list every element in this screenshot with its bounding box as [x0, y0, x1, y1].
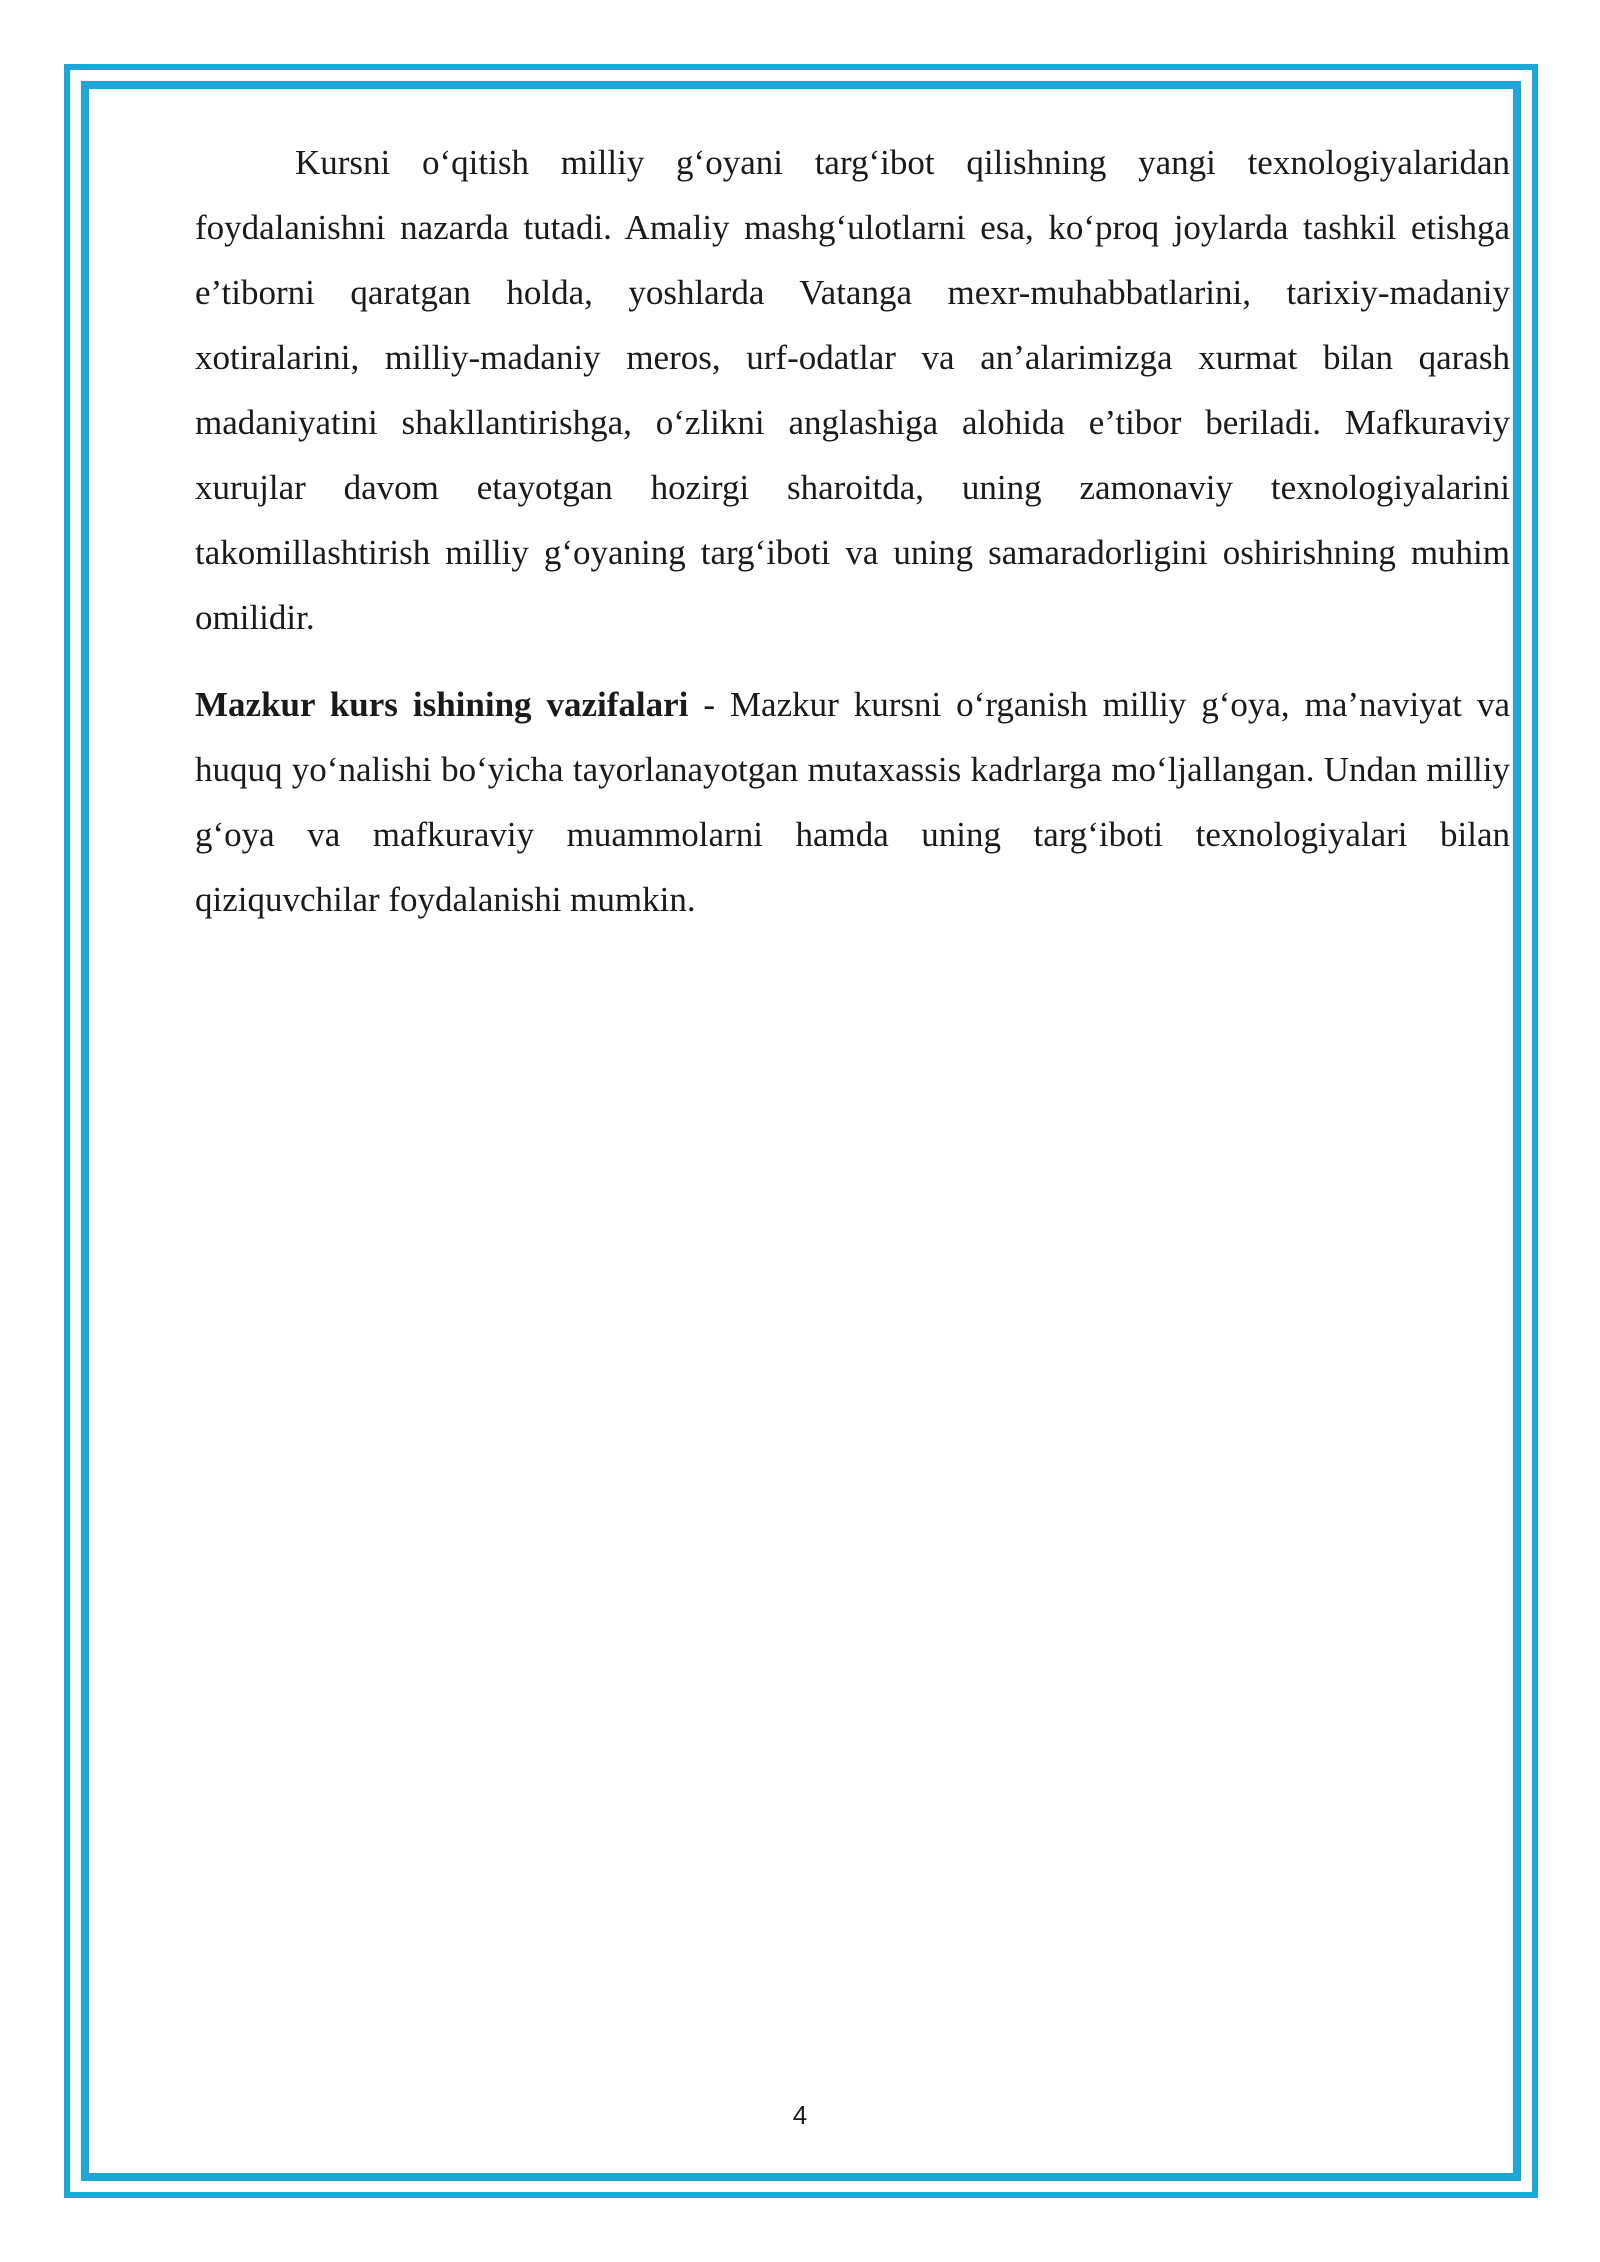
page-number: 4 [792, 2100, 808, 2130]
paragraph-tasks-body: - Mazkur kursni o‘rganish milliy g‘oya, ma’naviyat va huquq yo‘nalishi bo‘yicha tayorlanayotgan mutaxassis kadrlarga mo‘ljallangan. Undan milliy g‘oya va mafkuraviy muammolarni hamda uning targ‘iboti texnologiyalari bilan qiziquvchilar foydalanishi mumkin. [195, 685, 1511, 919]
paragraph-tasks-heading: Mazkur kurs ishining vazifalari [195, 685, 689, 724]
paragraph-tasks [195, 672, 1510, 932]
paragraph-intro: Kursni o‘qitish milliy g‘oyani targ‘ibot qilishning yangi texnologiyalaridan foydalanishni nazarda tutadi. Amaliy mashg‘ulotlarni esa, ko‘proq joylarda tashkil etishga e’tiborni qaratgan holda, yoshlarda Vatanga mexr-muhabbatlarini, tarixiy-madaniy xotiralarini, milliy-madaniy meros, urf-odatlar va an’alarimizga xurmat bilan qarash madaniyatini shakllantirishga, o‘zlikni anglashiga alohida e’tibor beriladi. Mafkuraviy xurujlar davom etayotgan hozirgi sharoitda, uning zamonaviy texnologiyalarini takomillashtirish milliy g‘oyaning targ‘iboti va uning samaradorligini oshirishning muhim omilidir. [195, 143, 1510, 637]
document-body [195, 130, 1510, 932]
